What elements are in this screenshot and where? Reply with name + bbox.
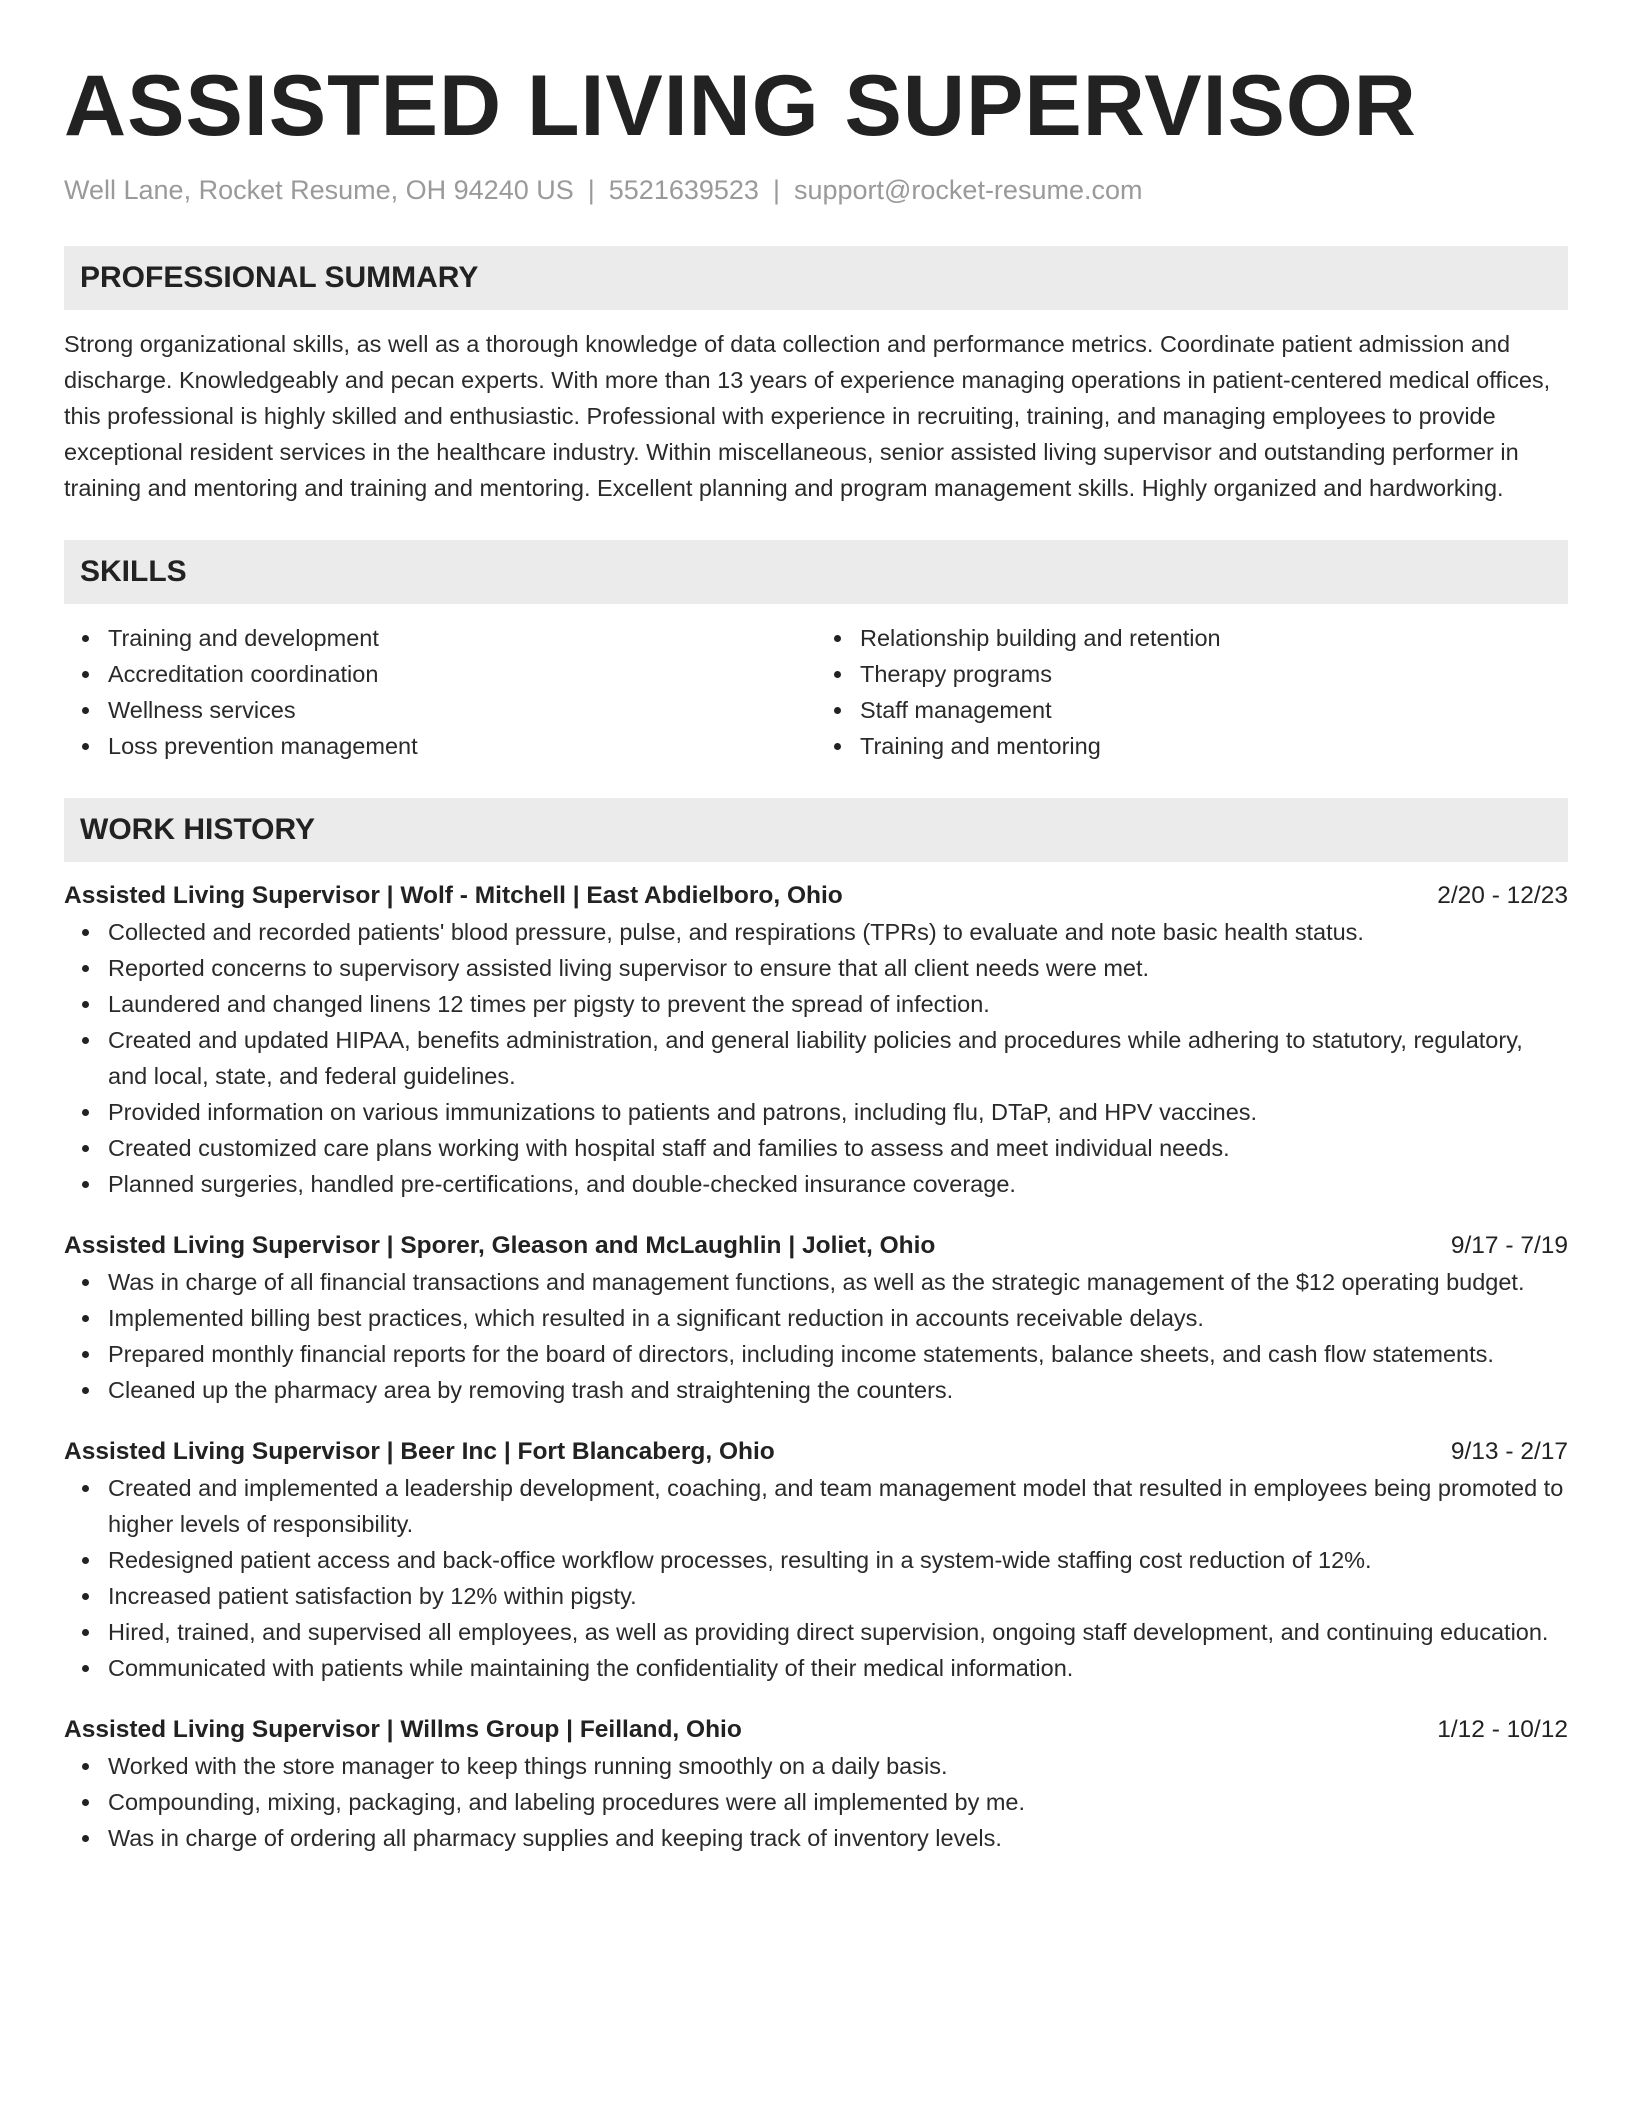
job-dates: 9/17 - 7/19 [1450, 1232, 1568, 1259]
job-title: Assisted Living Supervisor | Sporer, Gleason and McLaughlin | Joliet, Ohio [64, 1232, 936, 1259]
job-title: Assisted Living Supervisor | Willms Group | Feilland, Ohio [64, 1716, 742, 1743]
job-title: Assisted Living Supervisor | Beer Inc | Fort Blancaberg, Ohio [64, 1438, 775, 1465]
job-bullet: Communicated with patients while maintaining the confidentiality of their medical information. [108, 1650, 1568, 1686]
job-bullet: Cleaned up the pharmacy area by removing trash and straightening the counters. [108, 1372, 1568, 1408]
job-entry [64, 1712, 1568, 1856]
job-bullets [64, 1470, 1568, 1686]
job-bullet: Hired, trained, and supervised all employees, as well as providing direct supervision, ongoing staff development, and continuing education. [108, 1614, 1568, 1650]
job-bullet: Compounding, mixing, packaging, and labeling procedures were all implemented by me. [108, 1784, 1568, 1820]
job-bullet: Prepared monthly financial reports for the board of directors, including income statements, balance sheets, and cash flow statements. [108, 1336, 1568, 1372]
job-header [64, 1228, 1568, 1264]
job-bullet: Created and implemented a leadership development, coaching, and team management model that resulted in employees being promoted to higher levels of responsibility. [108, 1470, 1568, 1542]
skill-item: Accreditation coordination [108, 656, 816, 692]
job-entry [64, 1228, 1568, 1408]
job-dates: 9/13 - 2/17 [1450, 1438, 1568, 1465]
contact-email: support@rocket-resume.com [793, 175, 1143, 205]
skill-item: Staff management [860, 692, 1568, 728]
summary-text: Strong organizational skills, as well as a thorough knowledge of data collection and performance metrics. Coordinate patient admission and discharge. Knowledgeably and pecan experts. With more than 13 years of experience managing operations in patient-centered medical offices, this professional is highly skilled and enthusiastic. Professional with experience in recruiting, training, and managing employees to provide exceptional resident services in the healthcare industry. Within miscellaneous, senior assisted living supervisor and outstanding performer in training and mentoring and training and mentoring. Excellent planning and program management skills. Highly organized and hardworking. [64, 331, 1551, 501]
job-bullet: Was in charge of ordering all pharmacy supplies and keeping track of inventory levels. [108, 1820, 1568, 1856]
contact-phone: 5521639523 [608, 175, 759, 205]
skills-list [64, 620, 1568, 764]
job-bullet: Reported concerns to supervisory assisted living supervisor to ensure that all client needs were met. [108, 950, 1568, 986]
contact-address: Well Lane, Rocket Resume, OH 94240 US [64, 175, 574, 205]
job-bullets [64, 1264, 1568, 1408]
skill-item: Relationship building and retention [860, 620, 1568, 656]
job-entry [64, 878, 1568, 1202]
job-header [64, 1712, 1568, 1748]
skill-item: Loss prevention management [108, 728, 816, 764]
contact-line [64, 170, 1568, 210]
job-dates: 1/12 - 10/12 [1437, 1716, 1568, 1743]
job-bullets [64, 914, 1568, 1202]
job-bullet: Implemented billing best practices, which resulted in a significant reduction in accounts receivable delays. [108, 1300, 1568, 1336]
job-bullet: Collected and recorded patients' blood pressure, pulse, and respirations (TPRs) to evaluate and note basic health status. [108, 914, 1568, 950]
job-bullet: Provided information on various immunizations to patients and patrons, including flu, DTaP, and HPV vaccines. [108, 1094, 1568, 1130]
job-bullet: Redesigned patient access and back-office workflow processes, resulting in a system-wide staffing cost reduction of 12%. [108, 1542, 1568, 1578]
job-bullet: Was in charge of all financial transactions and management functions, as well as the strategic management of the $12 operating budget. [108, 1264, 1568, 1300]
job-bullet: Created and updated HIPAA, benefits administration, and general liability policies and procedures while adhering to statutory, regulatory, and local, state, and federal guidelines. [108, 1022, 1568, 1094]
summary-heading: PROFESSIONAL SUMMARY [64, 246, 1568, 310]
skill-item: Wellness services [108, 692, 816, 728]
job-bullet: Worked with the store manager to keep things running smoothly on a daily basis. [108, 1748, 1568, 1784]
contact-separator: | [772, 175, 780, 205]
skills-column-left [64, 620, 816, 764]
job-dates: 2/20 - 12/23 [1437, 882, 1568, 909]
skill-item: Training and development [108, 620, 816, 656]
skill-item: Therapy programs [860, 656, 1568, 692]
job-entry [64, 1434, 1568, 1686]
job-bullet: Created customized care plans working with hospital staff and families to assess and meet individual needs. [108, 1130, 1568, 1166]
resume-name: ASSISTED LIVING SUPERVISOR [64, 58, 1417, 154]
job-bullet: Laundered and changed linens 12 times per pigsty to prevent the spread of infection. [108, 986, 1568, 1022]
job-bullet: Planned surgeries, handled pre-certifications, and double-checked insurance coverage. [108, 1166, 1568, 1202]
job-title: Assisted Living Supervisor | Wolf - Mitchell | East Abdielboro, Ohio [64, 882, 843, 909]
job-header [64, 878, 1568, 914]
skills-column-right [816, 620, 1568, 764]
job-bullets [64, 1748, 1568, 1856]
skills-heading: SKILLS [64, 540, 1568, 604]
contact-separator: | [587, 175, 595, 205]
skill-item: Training and mentoring [860, 728, 1568, 764]
job-bullet: Increased patient satisfaction by 12% within pigsty. [108, 1578, 1568, 1614]
work-history-heading: WORK HISTORY [64, 798, 1568, 862]
job-header [64, 1434, 1568, 1470]
